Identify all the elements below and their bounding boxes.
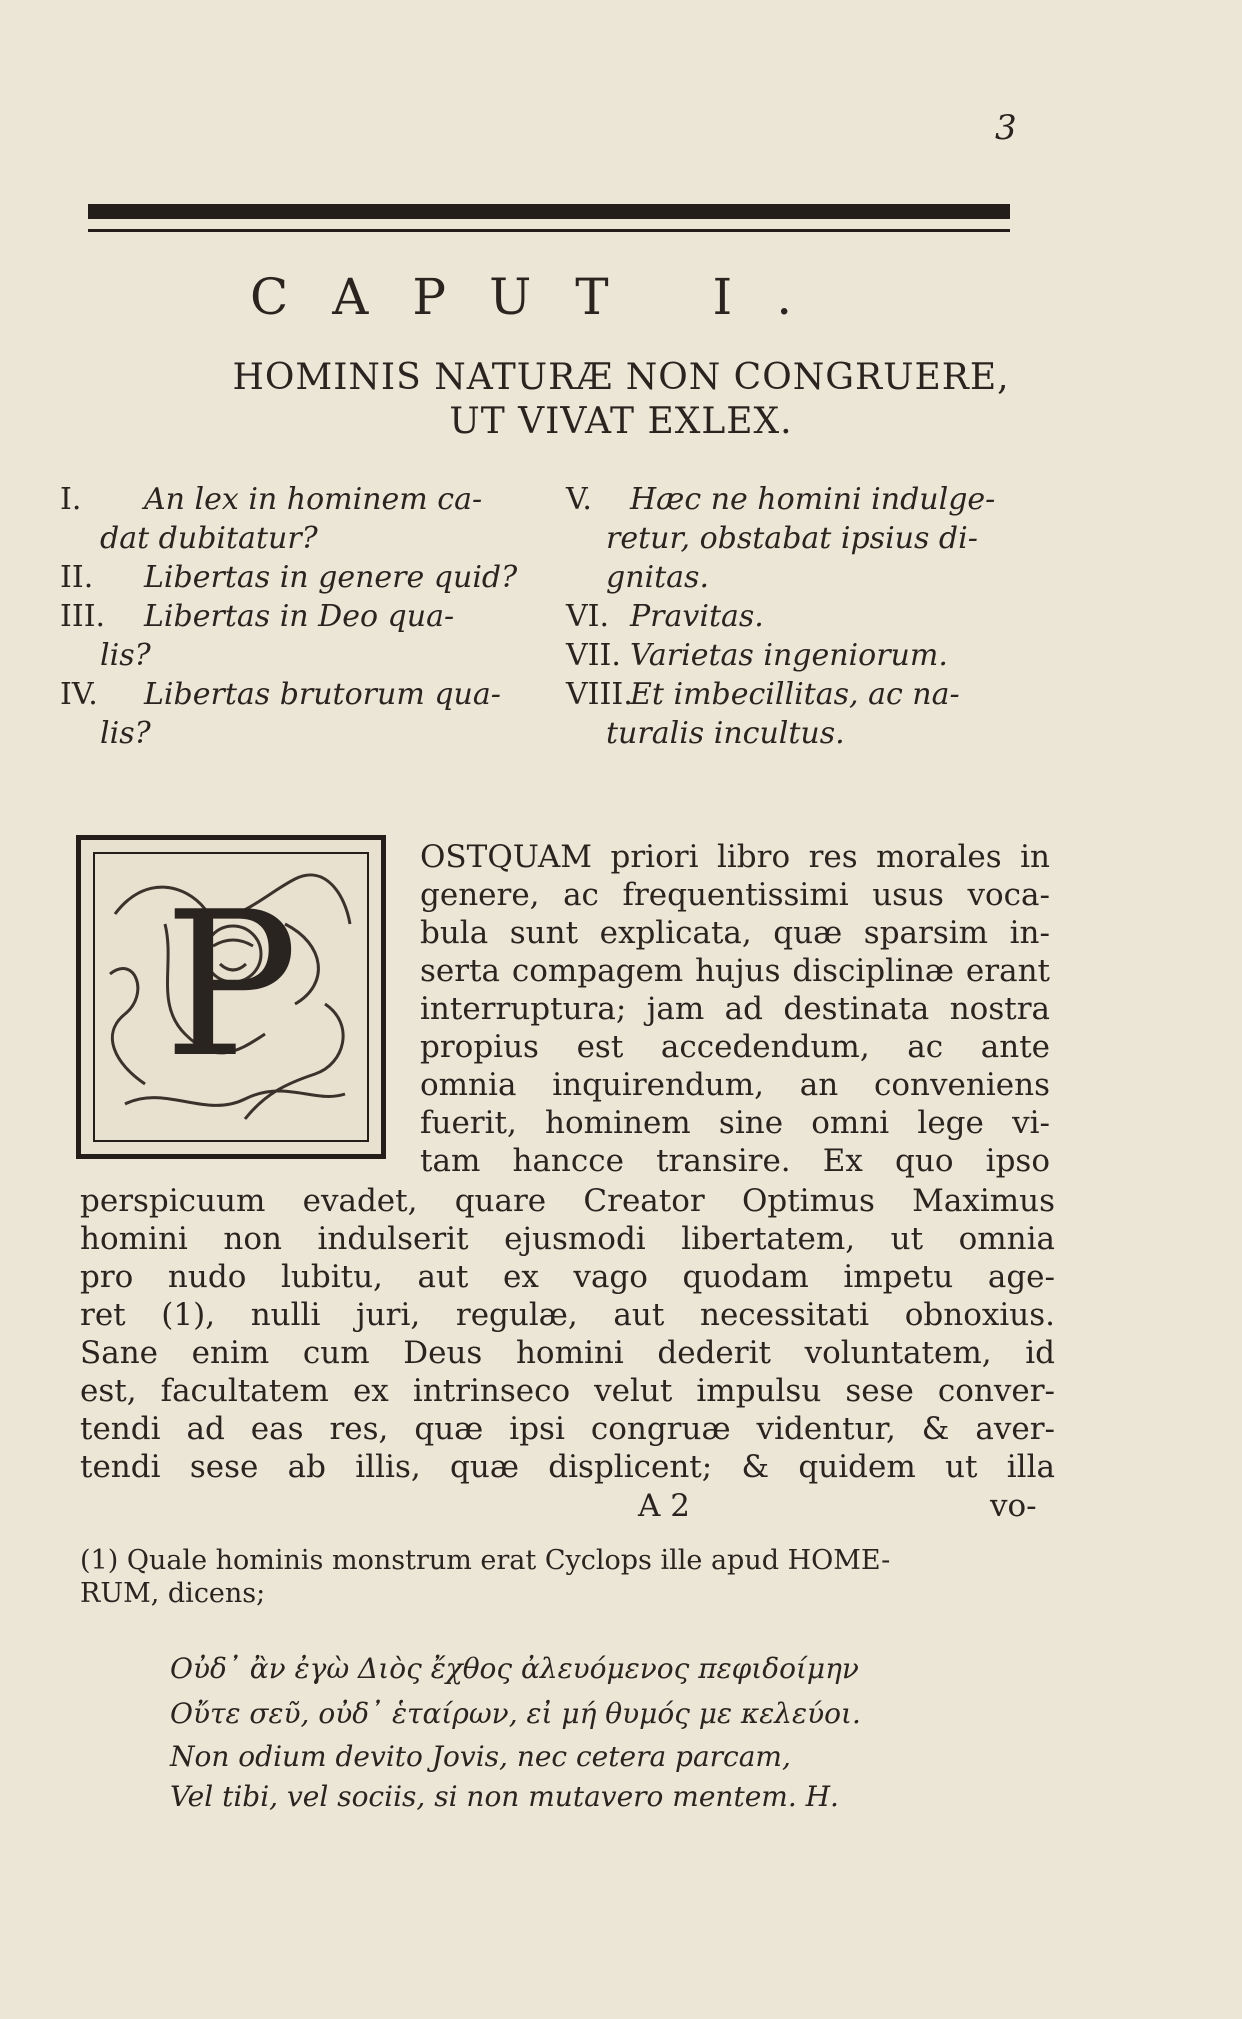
summary-text: turalis incultus. (606, 716, 845, 751)
body-line: serta compagem hujus disciplinæ erant (420, 953, 1050, 989)
summary-text: Libertas in Deo qua- (144, 599, 455, 634)
summary-text: Libertas brutorum qua- (144, 677, 501, 712)
body-line: bula sunt explicata, quæ sparsim in- (420, 915, 1050, 951)
summary-row (60, 714, 540, 753)
summary-num: VI. (566, 599, 610, 634)
body-line: interruptura; jam ad destinata nostra (420, 991, 1050, 1027)
body-line: est, facultatem ex intrinseco velut impulsu sese conver- (80, 1373, 1055, 1409)
quote-latin-line-1: Non odium devito Jovis, nec cetera parcam, (170, 1740, 791, 1773)
body-line: genere, ac frequentissimi usus voca- (420, 877, 1050, 913)
summary-row (60, 558, 540, 597)
summary-row (566, 558, 1046, 597)
catchword: vo- (990, 1488, 1037, 1524)
summary-text: lis? (100, 716, 151, 751)
summary-row (566, 714, 1046, 753)
body-line: tam hancce transire. Ex quo ipso (420, 1143, 1050, 1179)
signature-mark: A 2 (638, 1488, 690, 1524)
chapter-subtitle-line-1: HOMINIS NATURÆ NON CONGRUERE, (232, 357, 1010, 398)
summary-text: gnitas. (606, 560, 709, 595)
decorated-initial (76, 835, 386, 1159)
summary-text: dat dubitatur? (100, 521, 318, 556)
summary-text: Et imbecillitas, ac na- (630, 677, 960, 712)
initial-letter: P (163, 869, 299, 1102)
summary-row (60, 636, 540, 675)
body-line: tendi ad eas res, quæ ipsi congruæ videntur, & aver- (80, 1411, 1055, 1447)
summary-text: Pravitas. (630, 599, 764, 634)
summary-num: III. (60, 599, 106, 634)
body-line: OSTQUAM priori libro res morales in (420, 839, 1050, 875)
summary-text: lis? (100, 638, 151, 673)
summary-left-column (60, 480, 540, 753)
chapter-subtitle-line-2: UT VIVAT EXLEX. (449, 401, 793, 442)
summary-text: Varietas ingeniorum. (630, 638, 948, 673)
summary-row (566, 675, 1046, 714)
initial-ornament-icon (95, 854, 367, 1140)
body-line: perspicuum evadet, quare Creator Optimus Maximus (80, 1183, 1055, 1219)
summary-row (566, 480, 1046, 519)
body-line: Sane enim cum Deus homini dederit voluntatem, id (80, 1335, 1055, 1371)
summary-row (566, 519, 1046, 558)
quote-greek-line-2: Οὔτε σεῦ, οὐδ᾽ ἑταίρων, εἰ μή θυμός με κελεύοι. (170, 1697, 861, 1730)
summary-row (60, 597, 540, 636)
summary-row (566, 597, 1046, 636)
summary-num: VIII. (566, 677, 633, 712)
summary-num: V. (566, 482, 592, 517)
summary-row (60, 675, 540, 714)
body-line: tendi sese ab illis, quæ displicent; & quidem ut illa (80, 1449, 1055, 1485)
summary-text: retur, obstabat ipsius di- (606, 521, 978, 556)
summary-row (60, 519, 540, 558)
summary-right-column (566, 480, 1046, 753)
summary-num: I. (60, 482, 82, 517)
quote-greek-line-1: Οὐδ᾽ ἂν ἐγὼ Διὸς ἔχθος ἀλευόμενος πεφιδοίμην (170, 1652, 859, 1685)
summary-text: Libertas in genere quid? (144, 560, 518, 595)
header-rule-thick (88, 204, 1010, 219)
body-line: pro nudo lubitu, aut ex vago quodam impetu age- (80, 1259, 1055, 1295)
summary-num: VII. (566, 638, 621, 673)
body-line: fuerit, hominem sine omni lege vi- (420, 1105, 1050, 1141)
summary-row (566, 636, 1046, 675)
footnote-line-1: (1) Quale hominis monstrum erat Cyclops ille apud HOME- (80, 1545, 891, 1576)
chapter-title: CAPUT I. (250, 268, 837, 326)
body-line: omnia inquirendum, an conveniens (420, 1067, 1050, 1103)
header-rule-thin (88, 229, 1010, 232)
footnote-line-2: RUM, dicens; (80, 1578, 266, 1609)
body-line: ret (1), nulli juri, regulæ, aut necessitati obnoxius. (80, 1297, 1055, 1333)
summary-text: An lex in hominem ca- (144, 482, 483, 517)
page-number: 3 (995, 108, 1017, 148)
summary-num: II. (60, 560, 94, 595)
summary-text: Hæc ne homini indulge- (630, 482, 996, 517)
quote-latin-line-2: Vel tibi, vel sociis, si non mutavero mentem. H. (170, 1780, 839, 1813)
body-line: propius est accedendum, ac ante (420, 1029, 1050, 1065)
summary-row (60, 480, 540, 519)
body-line: homini non indulserit ejusmodi libertatem, ut omnia (80, 1221, 1055, 1257)
summary-num: IV. (60, 677, 98, 712)
